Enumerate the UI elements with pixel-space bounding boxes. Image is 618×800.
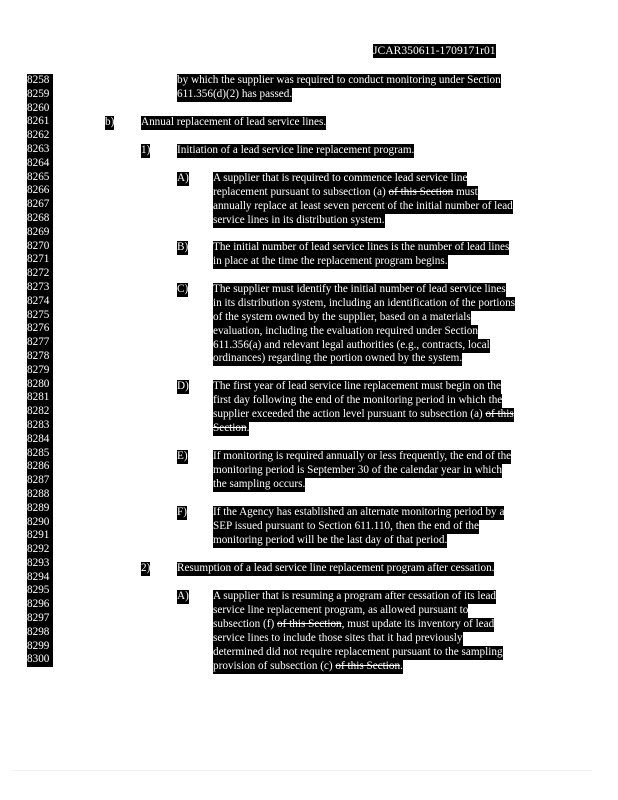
para-C-label: C) (177, 283, 189, 295)
para-A-line-1: A supplier that is required to commence lead service line (213, 172, 468, 184)
para-C-line-2: in its distribution system, including an identification of the portions (213, 297, 516, 309)
line-number: 8261 (27, 115, 53, 129)
line-number: 8288 (27, 488, 53, 502)
line-number: 8267 (27, 198, 53, 212)
line-number: 8276 (27, 322, 53, 336)
line-number: 8270 (27, 240, 53, 254)
line-number: 8275 (27, 309, 53, 323)
para-F-line-3: monitoring period will be the last day of that period. (213, 534, 448, 546)
line-number: 8299 (27, 640, 53, 654)
paragraph-1-label: 1) (141, 144, 151, 156)
line-number: 8293 (27, 557, 53, 571)
para-2A-line-5: determined did not require replacement pursuant to the sampling (213, 646, 503, 658)
para-C-line-6: ordinances) regarding the portion owned by the system. (213, 352, 463, 364)
line-number: 8268 (27, 212, 53, 226)
line-number: 8297 (27, 612, 53, 626)
para-A-line-4: service lines in its distribution system. (213, 214, 385, 226)
line-number: 8266 (27, 184, 53, 198)
para-D-line-4: Section. (213, 422, 250, 434)
paragraph-2-title: Resumption of a lead service line replacement program after cessation. (177, 562, 495, 574)
para-E-label: E) (177, 450, 188, 462)
line-number: 8285 (27, 447, 53, 461)
subsection-b-title: Annual replacement of lead service lines. (141, 116, 327, 128)
para-E-line-3: the sampling occurs. (213, 478, 306, 490)
para-C-line-5: 611.356(a) and relevant legal authorities (e.g., contracts, local (213, 339, 490, 351)
line-number: 8273 (27, 281, 53, 295)
para-2A-line-2: service line replacement program, as allowed pursuant to (213, 604, 469, 616)
paragraph-1-title: Initiation of a lead service line replacement program. (177, 144, 415, 156)
para-C-line-1: The supplier must identify the initial number of lead service lines (213, 283, 506, 295)
para-D-line-2: first day following the end of the monitoring period in which the (213, 394, 503, 406)
para-2A-line-6: provision of subsection (c) of this Section. (213, 660, 403, 672)
line-number-column (27, 74, 53, 667)
line-number: 8279 (27, 364, 53, 378)
line-number: 8294 (27, 571, 53, 585)
line-number: 8258 (27, 74, 53, 88)
footer-divider (12, 770, 592, 771)
line-number: 8296 (27, 598, 53, 612)
line-number: 8260 (27, 102, 53, 116)
para-B-line-2: in place at the time the replacement program begins. (213, 255, 448, 267)
para-B-label: B) (177, 241, 189, 253)
intro-line-2: 611.356(d)(2) has passed. (177, 88, 293, 100)
line-number: 8264 (27, 157, 53, 171)
line-number: 8283 (27, 419, 53, 433)
para-A-label: A) (177, 172, 189, 184)
strikethrough-text: of this (485, 408, 514, 420)
line-number: 8290 (27, 516, 53, 530)
line-number: 8274 (27, 295, 53, 309)
subsection-b-label: b) (105, 116, 115, 128)
line-number: 8259 (27, 88, 53, 102)
line-number: 8263 (27, 143, 53, 157)
line-number: 8300 (27, 653, 53, 667)
para-2A-label: A) (177, 590, 189, 602)
para-2A-line-3: subsection (f) of this Section, must update its inventory of lead (213, 618, 495, 630)
line-number: 8284 (27, 433, 53, 447)
para-B-line-1: The initial number of lead service lines is the number of lead lines (213, 241, 510, 253)
para-F-label: F) (177, 506, 187, 518)
line-number: 8265 (27, 171, 53, 185)
document-id: JCAR350611-1709171r01 (373, 44, 496, 57)
para-2A-line-4: service lines to include those sites that it had previously (213, 632, 463, 644)
para-F-line-1: If the Agency has established an alternate monitoring period by a (213, 506, 505, 518)
line-number: 8277 (27, 336, 53, 350)
strikethrough-text: of this Section (388, 186, 454, 198)
para-E-line-2: monitoring period is September 30 of the calendar year in which (213, 464, 502, 476)
line-number: 8286 (27, 460, 53, 474)
line-number: 8271 (27, 253, 53, 267)
paragraph-2-label: 2) (141, 562, 151, 574)
line-number: 8282 (27, 405, 53, 419)
line-number: 8292 (27, 543, 53, 557)
para-D-line-3: supplier exceeded the action level pursuant to subsection (a) of this (213, 408, 514, 420)
line-number: 8272 (27, 267, 53, 281)
line-number: 8298 (27, 626, 53, 640)
line-number: 8295 (27, 584, 53, 598)
intro-line-1: by which the supplier was required to conduct monitoring under Section (177, 74, 501, 86)
line-number: 8291 (27, 529, 53, 543)
strikethrough-text: of this Section (335, 660, 401, 672)
line-number: 8269 (27, 226, 53, 240)
para-D-line-1: The first year of lead service line replacement must begin on the (213, 380, 501, 392)
line-number: 8262 (27, 129, 53, 143)
para-F-line-2: SEP issued pursuant to Section 611.110, then the end of the (213, 520, 479, 532)
para-A-line-3: annually replace at least seven percent of the initial number of lead (213, 200, 513, 212)
para-C-line-4: evaluation, including the evaluation required under Section (213, 325, 478, 337)
para-D-label: D) (177, 380, 189, 392)
strikethrough-text: of this Section (277, 618, 342, 630)
line-number: 8287 (27, 474, 53, 488)
line-number: 8278 (27, 350, 53, 364)
para-C-line-3: of the system owned by the supplier, based on a materials (213, 311, 471, 323)
line-number: 8280 (27, 378, 53, 392)
line-number: 8289 (27, 502, 53, 516)
para-2A-line-1: A supplier that is resuming a program after cessation of its lead (213, 590, 497, 602)
strikethrough-text: Section (213, 422, 247, 434)
para-A-line-2: replacement pursuant to subsection (a) of this Section must (213, 186, 478, 198)
line-number: 8281 (27, 391, 53, 405)
para-E-line-1: If monitoring is required annually or less frequently, the end of the (213, 450, 512, 462)
